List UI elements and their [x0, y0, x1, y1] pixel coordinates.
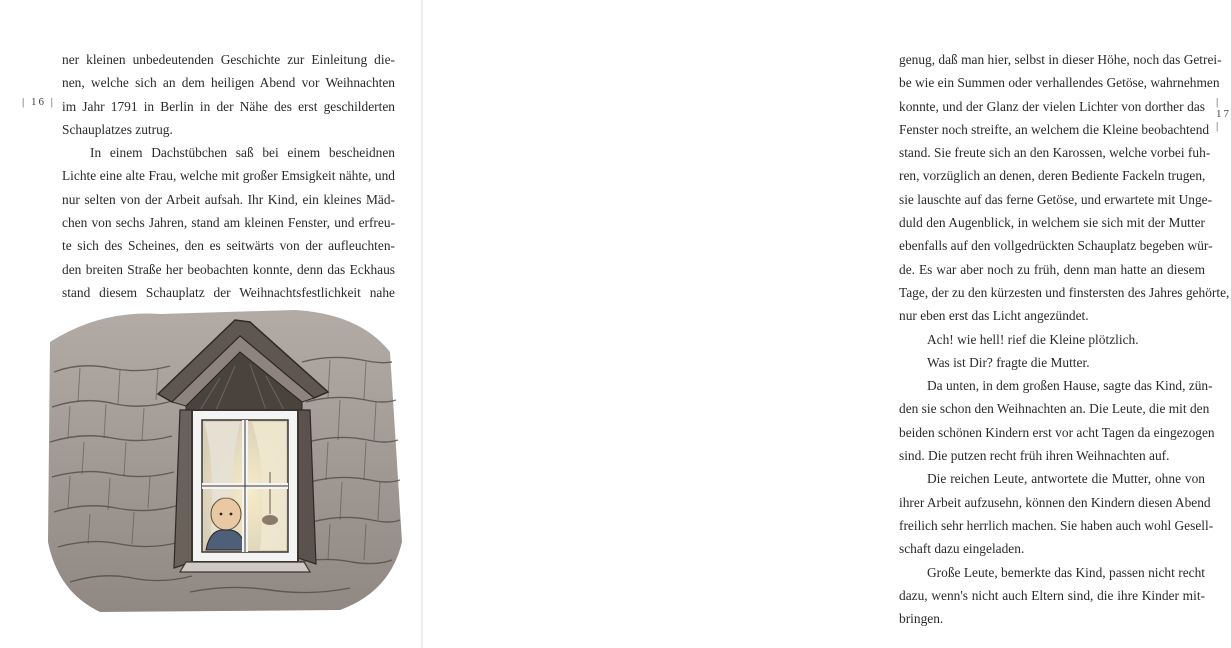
text-line: sie lauschte auf das ferne Getöse, und erwartete mit Unge- — [899, 191, 1213, 207]
text-line: Da unten, in dem großen Hause, sagte das Kind, zün- — [927, 378, 1213, 394]
text-line: sind. Die putzen recht früh ihren Weihnachten auf. — [899, 448, 1170, 464]
text-line: de. Es war aber noch zu früh, denn man hatte an diesem — [899, 261, 1205, 277]
page-number-left: | 16 | — [22, 96, 55, 108]
text-line: Große Leute, bemerkte das Kind, passen nicht recht — [927, 564, 1205, 580]
text-line: Tage, der zu den kürzesten und finstersten des Jahres gehörte, — [899, 284, 1230, 300]
text-line: stand. Sie freute sich an den Karossen, welche vorbei fuh- — [899, 145, 1211, 161]
text-line: duld den Augenblick, in welchem sie sich mit der Mutter — [899, 215, 1205, 231]
text-line: schaft dazu eingeladen. — [899, 541, 1025, 557]
text-line: dazu, wenn's nicht auch Eltern sind, die ihre Kinder mit- — [899, 587, 1205, 603]
dormer-window-illustration — [40, 292, 410, 622]
text-line: be wie ein Summen oder verhallendes Getöse, wahrnehmen — [899, 75, 1220, 91]
text-line: beiden schönen Kindern erst vor acht Tagen da eingezogen — [899, 424, 1215, 440]
text-line: genug, daß man hier, selbst in dieser Höhe, noch das Getrei- — [899, 52, 1222, 67]
text-line: ner kleinen unbedeutenden Geschichte zur Einleitung die- — [62, 52, 395, 67]
right-page — [423, 0, 1231, 648]
text-line: ren, vorzüglich an denen, deren Bediente Fackeln trugen, — [899, 168, 1206, 184]
text-line: te sich des Scheines, den es seitwärts von der aufleuchten- — [62, 238, 395, 254]
text-line: im Jahr 1791 in Berlin in der Nähe des erst geschilderten — [62, 98, 395, 114]
text-line: Schauplatzes zutrug. — [62, 121, 173, 137]
dormer-window-drawing — [40, 292, 410, 622]
text-line: Lichte eine alte Frau, welche mit großer Emsigkeit nähte, und — [62, 168, 395, 184]
text-line: ihrer Arbeit aufzusehn, können den Kindern diesen Abend — [899, 494, 1211, 510]
text-line: Fenster noch streifte, an welchem die Kleine beobachtend — [899, 121, 1210, 137]
text-line: stand diesem Schauplatz der Weihnachtsfestlichkeit nahe — [62, 284, 395, 300]
text-line: nur eben erst das Licht angezündet. — [899, 308, 1089, 324]
text-line: nen, welche sich an dem heiligen Abend vor Weihnachten — [62, 75, 395, 91]
left-page-text — [62, 48, 395, 304]
text-line: nur selten von der Arbeit aufsah. Ihr Kind, ein kleines Mäd- — [62, 191, 395, 207]
text-line: Ach! wie hell! rief die Kleine plötzlich. — [927, 331, 1139, 347]
text-line: Was ist Dir? fragte die Mutter. — [927, 354, 1090, 370]
text-line: den sie schon den Weihnachten an. Die Leute, die mit den — [899, 401, 1210, 417]
text-line: chen von sechs Jahren, stand am kleinen Fenster, und erfreu- — [62, 215, 395, 231]
left-page — [0, 0, 422, 648]
text-line: freilich sehr herrlich machen. Sie haben auch wohl Gesell- — [899, 517, 1214, 533]
text-line: bringen. — [899, 611, 944, 627]
text-line: konnte, und der Glanz der vielen Lichter von dorther das — [899, 98, 1205, 114]
text-line: ebenfalls auf den vollgedrückten Schauplatz begeben wür- — [899, 238, 1213, 254]
text-line: In einem Dachstübchen saß bei einem bescheidnen — [90, 145, 395, 161]
page-number-right: | 17 | — [1216, 96, 1231, 132]
text-line: den breiten Straße her beobachten konnte, denn das Eckhaus — [62, 261, 395, 277]
text-line: Die reichen Leute, antwortete die Mutter, ohne von — [927, 471, 1205, 487]
